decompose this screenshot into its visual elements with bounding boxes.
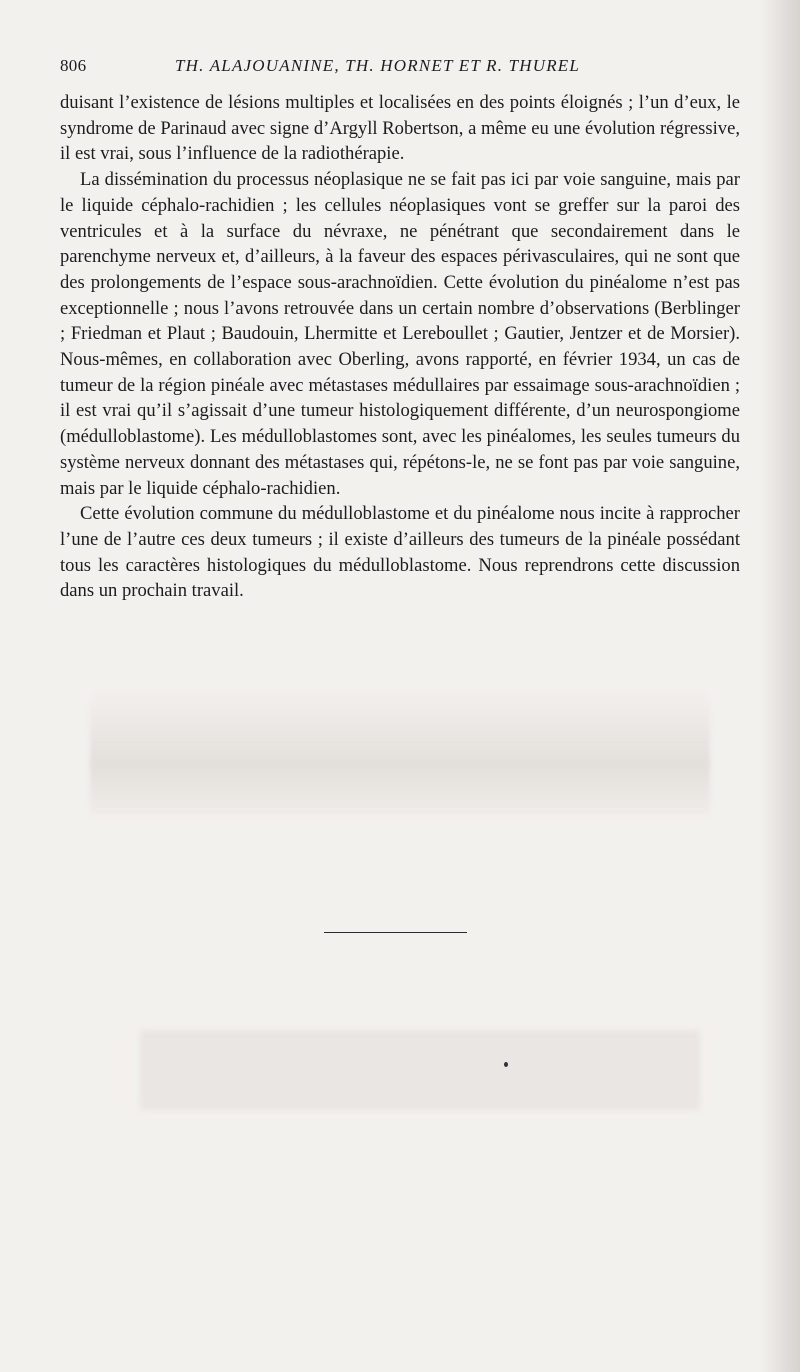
body-text (60, 90, 740, 604)
page-edge-shadow (760, 0, 800, 1372)
page-header (60, 56, 740, 80)
paragraph: La dissémination du processus néoplasique ne se fait pas ici par voie sanguine, mais par le liquide céphalo-rachidien ; les cellules néoplasiques vont se greffer sur la paroi des ventricules et à la surface du névraxe, ne pénétrant que secondairement dans le parenchyme nerveux et, d’ailleurs, à la faveur des espaces périvasculaires, qui ne sont que des prolongements de l’espace sous-arachnoïdien. Cette évolution du pinéalome n’est pas exceptionnelle ; nous l’avons retrouvée dans un certain nombre d’observations (Berblinger ; Friedman et Plaut ; Baudouin, Lhermitte et Lereboullet ; Gautier, Jentzer et de Morsier). Nous-mêmes, en collaboration avec Oberling, avons rapporté, en février 1934, un cas de tumeur de la région pinéale avec métastases médullaires par essaimage sous-arachnoïdien ; il est vrai qu’il s’agissait d’une tumeur histologiquement différente, d’un neurospongiome (médulloblastome). Les médulloblastomes sont, avec les pinéalomes, les seules tumeurs du système nerveux donnant des métastases qui, répétons-le, ne se font pas par voie sanguine, mais par le liquide céphalo-rachidien. (60, 169, 740, 499)
page-number: 806 (60, 56, 87, 75)
ink-speck (504, 1062, 508, 1067)
section-end-rule (324, 932, 467, 933)
show-through-figure (90, 690, 710, 815)
show-through-figure (140, 1030, 700, 1110)
paragraph: duisant l’existence de lésions multiples et localisées en des points éloignés ; l’un d’eux, le syndrome de Parinaud avec signe d’Argyll Robertson, a même eu une évolution régressive, il est vrai, sous l’influence de la radiothérapie. (60, 92, 740, 165)
paragraph: Cette évolution commune du médulloblastome et du pinéalome nous incite à rapprocher l’une de l’autre ces deux tumeurs ; il existe d’ailleurs des tumeurs de la pinéale possédant tous les caractères histologiques du médulloblastome. Nous reprendrons cette discussion dans un prochain travail. (60, 503, 740, 602)
running-head: TH. ALAJOUANINE, TH. HORNET ET R. THUREL (175, 56, 581, 75)
